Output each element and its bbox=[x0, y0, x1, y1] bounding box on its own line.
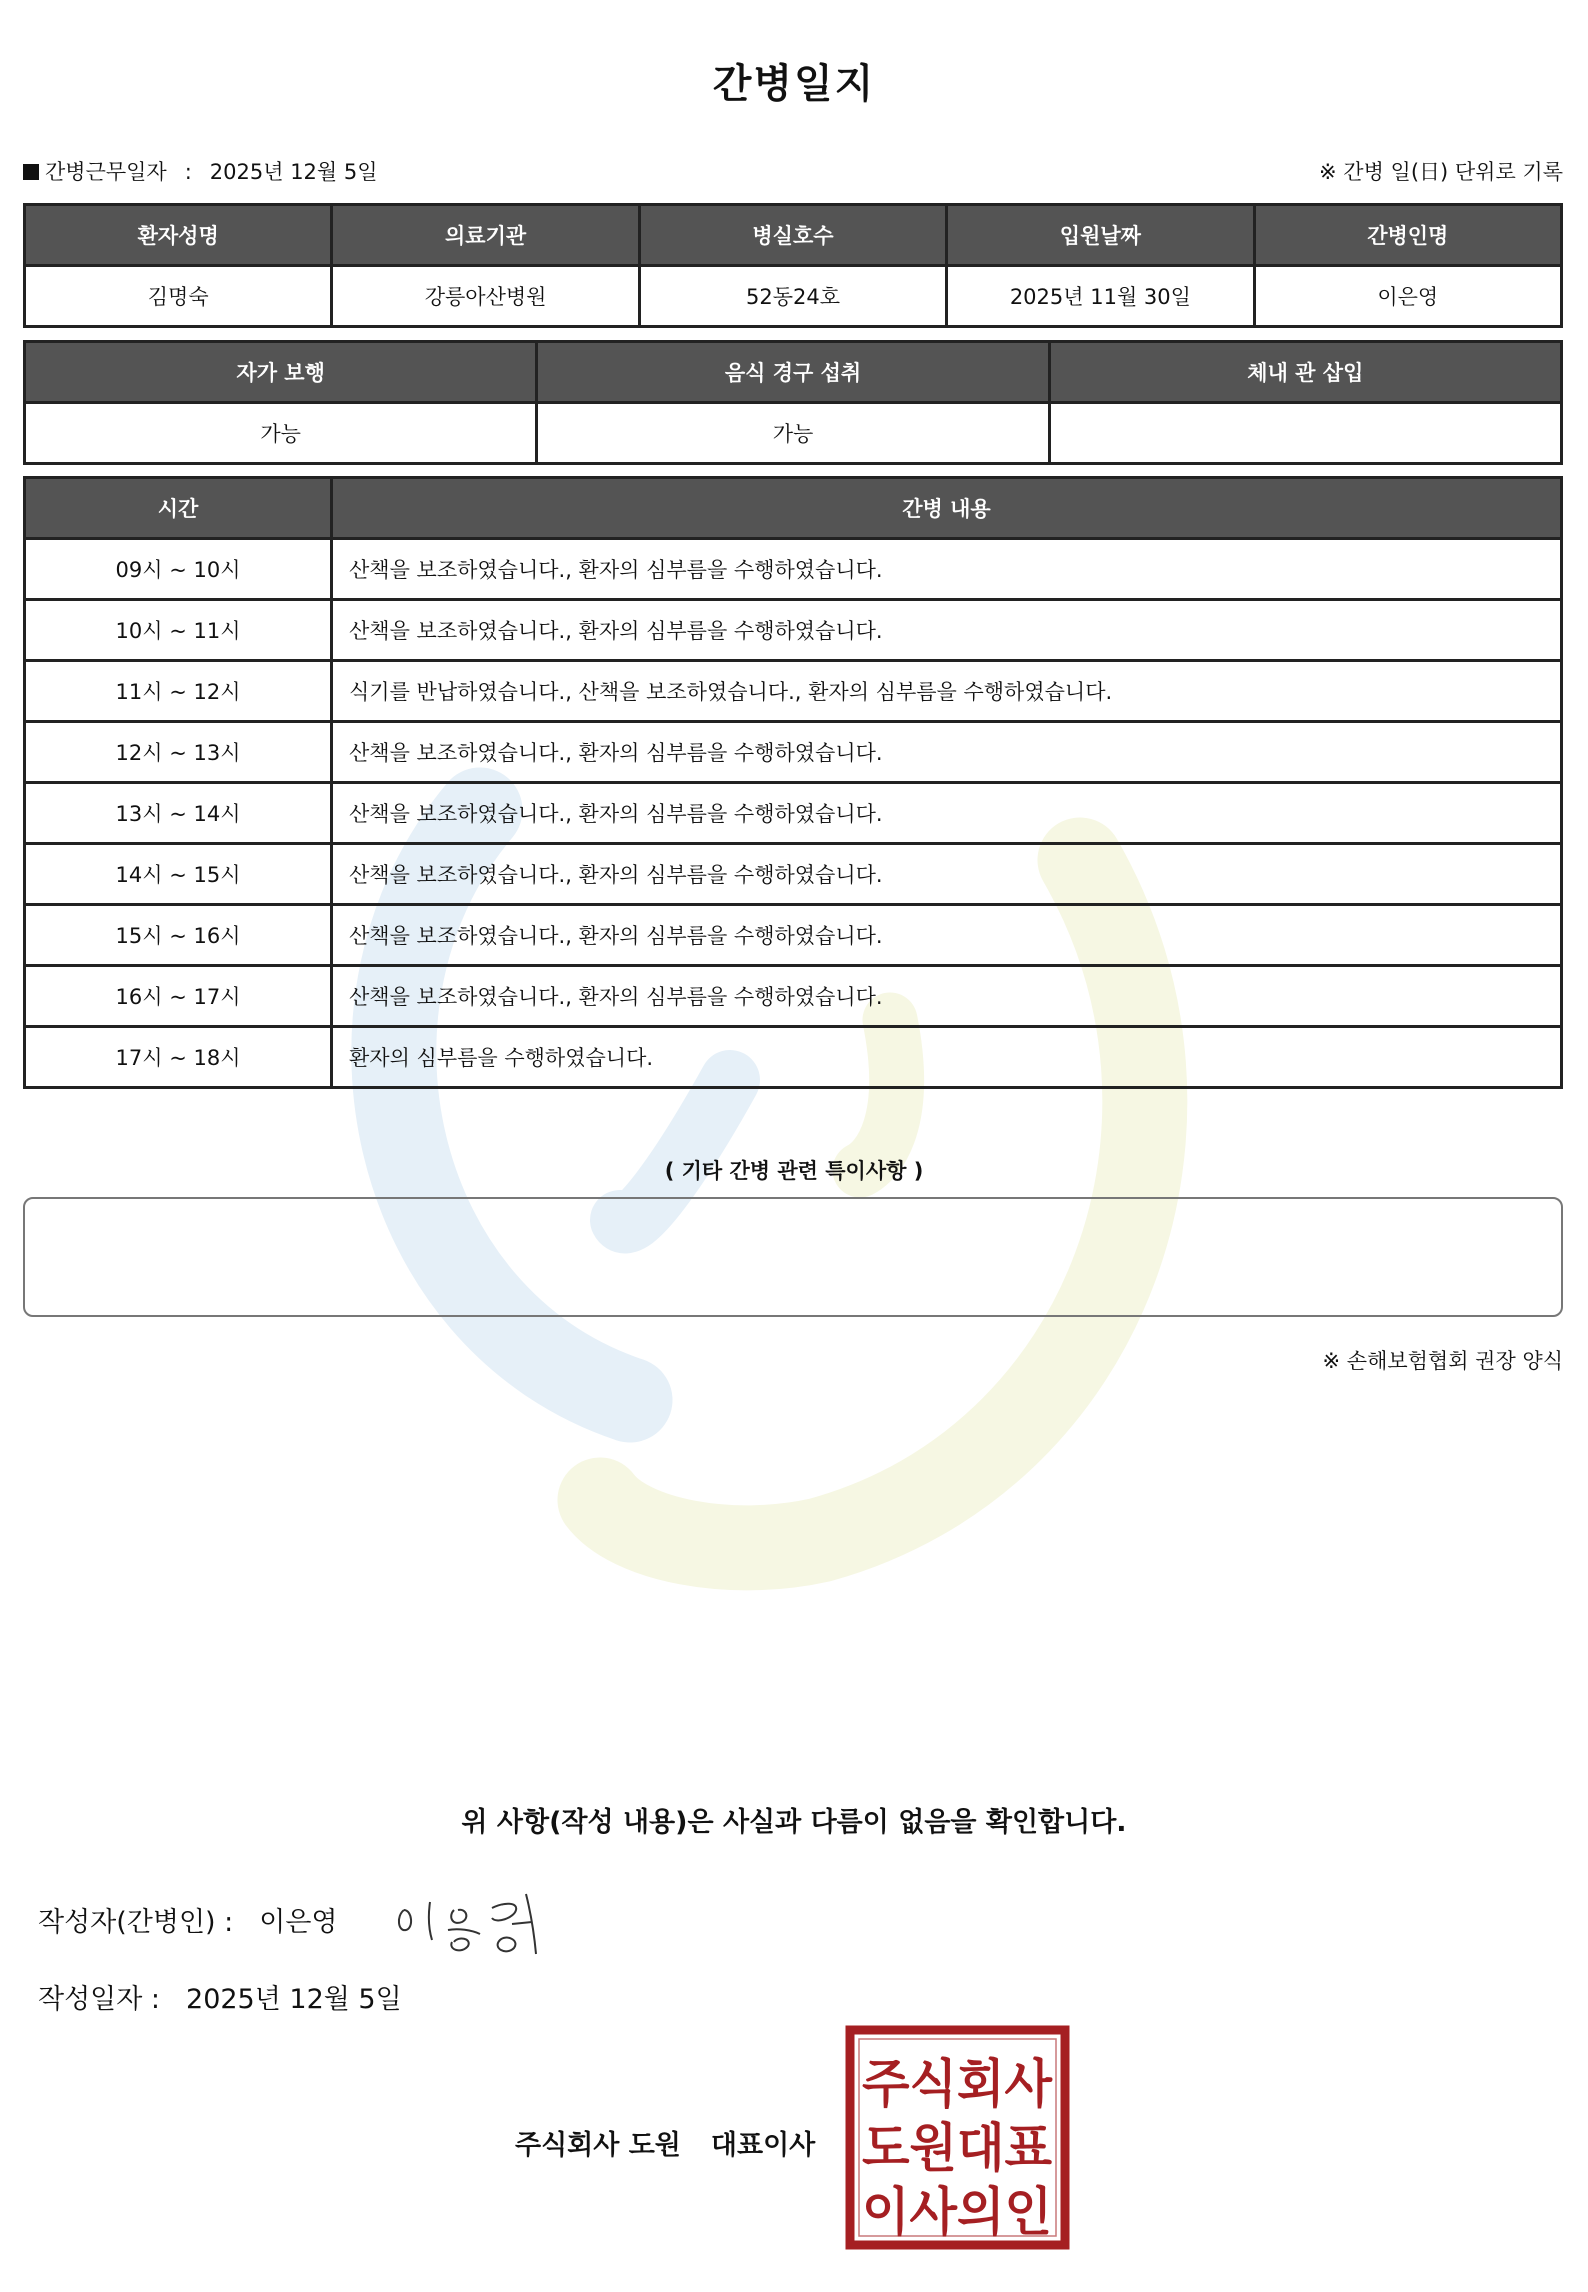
care-content: 산책을 보조하였습니다., 환자의 심부름을 수행하였습니다. bbox=[332, 844, 1562, 905]
remarks-box bbox=[23, 1197, 1563, 1317]
care-content: 식기를 반납하였습니다., 산책을 보조하였습니다., 환자의 심부름을 수행하였습니다. bbox=[332, 661, 1562, 722]
write-date-line bbox=[38, 1977, 402, 2016]
header-care-content: 간병 내용 bbox=[332, 478, 1562, 539]
patient-status-table bbox=[23, 340, 1563, 465]
time-slot: 11시 ~ 12시 bbox=[25, 661, 332, 722]
table-row bbox=[25, 722, 1562, 783]
company-seal-stamp bbox=[845, 2025, 1070, 2250]
oral-intake-value: 가능 bbox=[537, 403, 1049, 464]
writer-line bbox=[38, 1900, 338, 1939]
header-hospital: 의료기관 bbox=[332, 205, 639, 266]
care-content: 산책을 보조하였습니다., 환자의 심부름을 수행하였습니다. bbox=[332, 783, 1562, 844]
header-time: 시간 bbox=[25, 478, 332, 539]
time-slot: 09시 ~ 10시 bbox=[25, 539, 332, 600]
status-header-row bbox=[25, 342, 1562, 403]
page-title: 간병일지 bbox=[712, 61, 876, 107]
time-slot: 13시 ~ 14시 bbox=[25, 783, 332, 844]
patient-name: 김명숙 bbox=[25, 266, 332, 327]
seal-line-3: 이사의인 bbox=[862, 2183, 1052, 2243]
time-slot: 14시 ~ 15시 bbox=[25, 844, 332, 905]
remarks-title: ( 기타 간병 관련 특이사항 ) bbox=[664, 1159, 924, 1183]
work-date-value: 2025년 12월 5일 bbox=[209, 160, 378, 184]
confirmation-statement: 위 사항(작성 내용)은 사실과 다름이 없음을 확인합니다. bbox=[461, 1807, 1127, 1838]
hospital-name: 강릉아산병원 bbox=[332, 266, 639, 327]
patient-info-header-row bbox=[25, 205, 1562, 266]
writer-label: 작성자(간병인) : bbox=[38, 1907, 234, 1938]
patient-info-value-row bbox=[25, 266, 1562, 327]
table-row bbox=[25, 661, 1562, 722]
time-slot: 10시 ~ 11시 bbox=[25, 600, 332, 661]
room-number: 52동24호 bbox=[639, 266, 946, 327]
header-tube-insertion: 체내 관 삽입 bbox=[1049, 342, 1561, 403]
caregiver-name: 이은영 bbox=[1254, 266, 1561, 327]
time-slot: 15시 ~ 16시 bbox=[25, 905, 332, 966]
record-note: ※ 간병 일(日) 단위로 기록 bbox=[1319, 160, 1563, 184]
header-admission-date: 입원날짜 bbox=[947, 205, 1254, 266]
header-oral-intake: 음식 경구 섭취 bbox=[537, 342, 1049, 403]
care-content: 산책을 보조하였습니다., 환자의 심부름을 수행하였습니다. bbox=[332, 539, 1562, 600]
care-content: 산책을 보조하였습니다., 환자의 심부름을 수행하였습니다. bbox=[332, 722, 1562, 783]
care-content: 산책을 보조하였습니다., 환자의 심부름을 수행하였습니다. bbox=[332, 905, 1562, 966]
care-content: 산책을 보조하였습니다., 환자의 심부름을 수행하였습니다. bbox=[332, 600, 1562, 661]
header-room: 병실호수 bbox=[639, 205, 946, 266]
table-row bbox=[25, 1027, 1562, 1088]
work-date-line bbox=[23, 156, 378, 186]
company-line bbox=[515, 2123, 815, 2162]
header-caregiver-name: 간병인명 bbox=[1254, 205, 1561, 266]
seal-line-2: 도원대표 bbox=[862, 2119, 1052, 2179]
time-slot: 16시 ~ 17시 bbox=[25, 966, 332, 1027]
patient-info-table bbox=[23, 203, 1563, 328]
write-date-label: 작성일자 : bbox=[38, 1984, 161, 2015]
care-content: 산책을 보조하였습니다., 환자의 심부름을 수행하였습니다. bbox=[332, 966, 1562, 1027]
table-row bbox=[25, 905, 1562, 966]
care-log-header-row bbox=[25, 478, 1562, 539]
square-bullet-icon bbox=[23, 164, 39, 180]
seal-line-1: 주식회사 bbox=[862, 2055, 1053, 2115]
care-log-table bbox=[23, 476, 1563, 1089]
header-patient-name: 환자성명 bbox=[25, 205, 332, 266]
table-row bbox=[25, 539, 1562, 600]
status-value-row bbox=[25, 403, 1562, 464]
time-slot: 12시 ~ 13시 bbox=[25, 722, 332, 783]
company-name: 주식회사 도원 bbox=[515, 2130, 681, 2161]
table-row bbox=[25, 844, 1562, 905]
admission-date: 2025년 11월 30일 bbox=[947, 266, 1254, 327]
table-row bbox=[25, 966, 1562, 1027]
care-content: 환자의 심부름을 수행하였습니다. bbox=[332, 1027, 1562, 1088]
self-walking-value: 가능 bbox=[25, 403, 537, 464]
form-note: ※ 손해보험협회 권장 양식 bbox=[1322, 1349, 1563, 1373]
header-self-walking: 자가 보행 bbox=[25, 342, 537, 403]
company-title: 대표이사 bbox=[710, 2130, 816, 2161]
table-row bbox=[25, 783, 1562, 844]
work-date-separator: : bbox=[184, 160, 192, 184]
table-row bbox=[25, 600, 1562, 661]
time-slot: 17시 ~ 18시 bbox=[25, 1027, 332, 1088]
work-date-label: 간병근무일자 bbox=[45, 160, 167, 184]
tube-insertion-value bbox=[1049, 403, 1561, 464]
writer-name: 이은영 bbox=[259, 1907, 338, 1938]
write-date-value: 2025년 12월 5일 bbox=[186, 1984, 402, 2015]
handwritten-signature bbox=[392, 1880, 562, 1960]
